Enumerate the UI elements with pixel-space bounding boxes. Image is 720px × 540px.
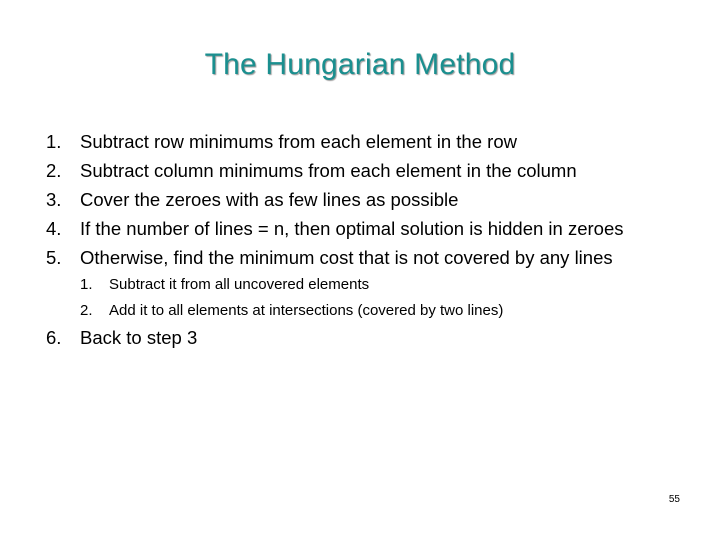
step-text: Subtract row minimums from each element in the row: [80, 131, 517, 152]
step-number: 4.: [46, 218, 62, 239]
step-text: Otherwise, find the minimum cost that is not covered by any lines: [80, 247, 613, 268]
step-number: 2.: [46, 160, 62, 181]
substep-text: Subtract it from all uncovered elements: [109, 276, 370, 293]
step-text: If the number of lines = n, then optimal solution is hidden in zeroes: [80, 218, 624, 239]
substep-number: 1.: [80, 276, 93, 293]
page-number: 55: [668, 494, 680, 505]
substep-text: Add it to all elements at intersections (covered by two lines): [109, 302, 504, 319]
slide-title: The Hungarian Method: [204, 48, 516, 81]
step-number: 6.: [46, 327, 62, 348]
step-text: Subtract column minimums from each element in the column: [80, 160, 577, 181]
step-text: Cover the zeroes with as few lines as possible: [80, 189, 459, 210]
substep-number: 2.: [80, 302, 93, 319]
step-number: 1.: [46, 131, 62, 152]
step-text: Back to step 3: [80, 327, 198, 348]
step-number: 3.: [46, 189, 62, 210]
step-number: 5.: [46, 247, 62, 268]
